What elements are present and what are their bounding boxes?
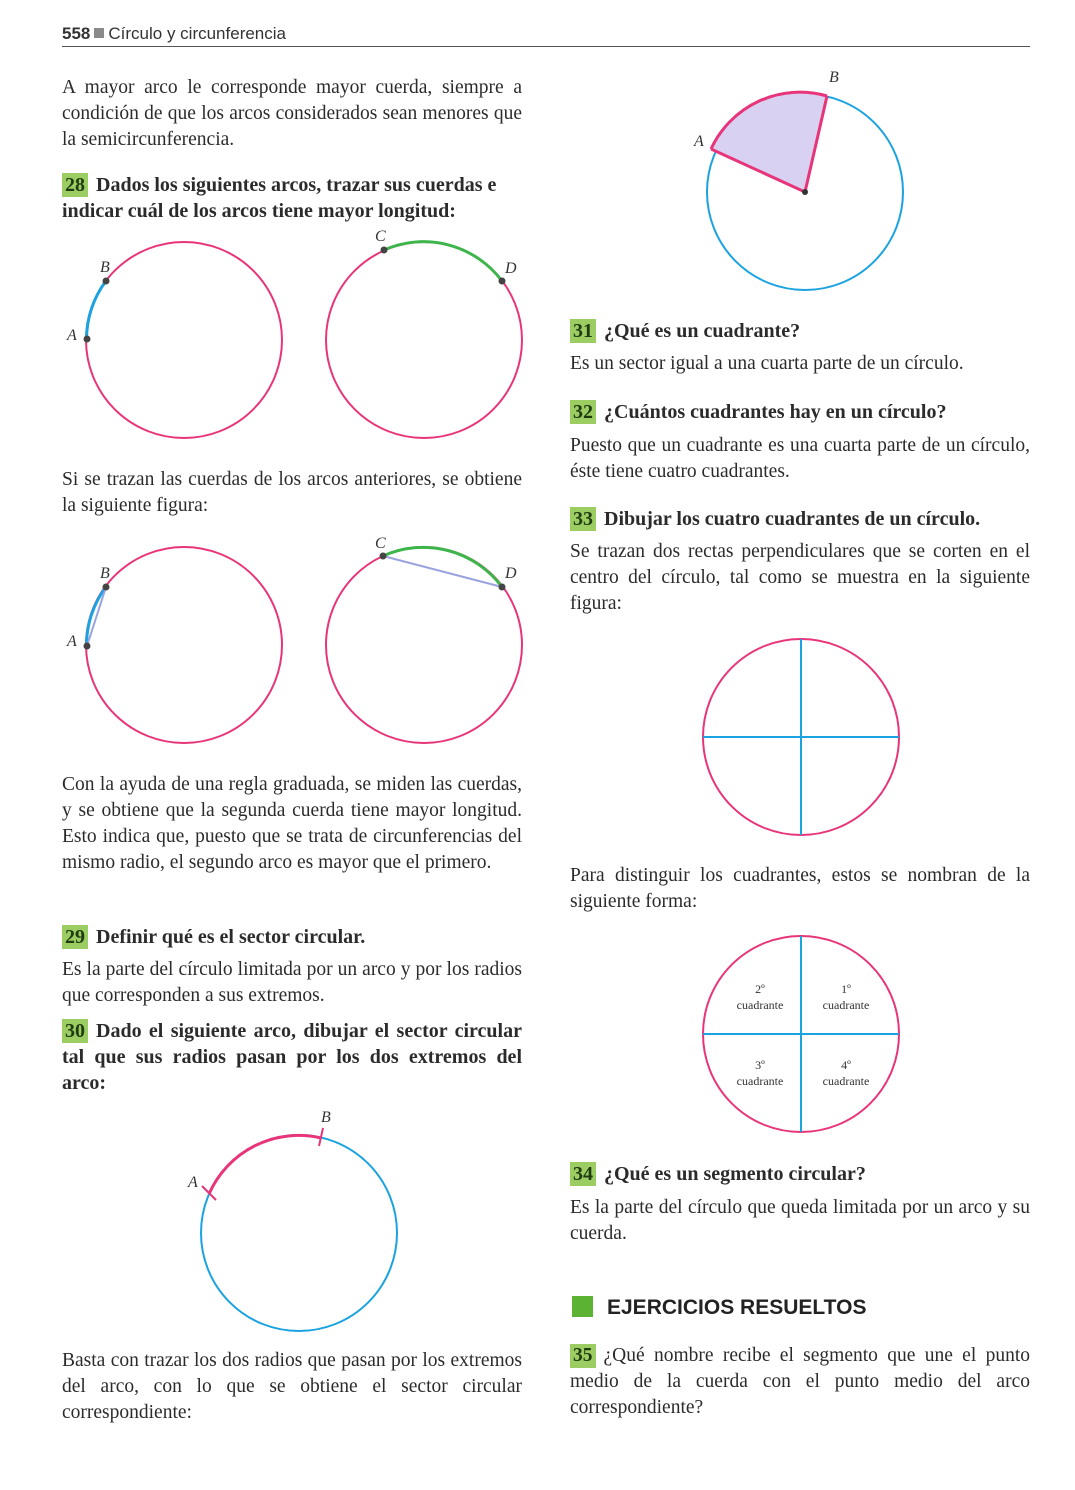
- label-a: A: [67, 633, 77, 650]
- label-c: C: [375, 535, 386, 552]
- label-b: B: [321, 1109, 331, 1126]
- question-29: [62, 924, 522, 950]
- arc-cd: [384, 242, 502, 281]
- point-b: [103, 584, 110, 591]
- answer-34: Es la parte del círculo que queda limitada por un arco y su cuerda.: [570, 1197, 1030, 1244]
- quadrant-4-word: cuadrante: [822, 1074, 870, 1088]
- label-b: B: [829, 69, 839, 86]
- quadrant-2-word: cuadrante: [736, 998, 784, 1012]
- circle-left: [86, 547, 282, 743]
- chords-paragraph: Si se trazan las cuerdas de los arcos anteriores, se obtiene la siguiente figura:: [62, 469, 522, 516]
- question-text: ¿Cuántos cuadrantes hay en un círculo?: [604, 401, 947, 423]
- figure-sector: [680, 60, 920, 300]
- quadrant-3-word: cuadrante: [736, 1074, 784, 1088]
- figure-arc-ab: [180, 1100, 410, 1340]
- question-number: 35: [570, 1344, 596, 1368]
- question-number: 32: [570, 400, 596, 424]
- answer-33: Se trazan dos rectas perpendiculares que se corten en el centro del círculo, tal como se muestra en la siguiente figura:: [570, 541, 1030, 614]
- arc-ab: [209, 1135, 321, 1194]
- circle-left: [86, 242, 282, 438]
- answer-30: Basta con trazar los dos radios que pasan por los extremos del arco, con lo que se obtiene el sector circular correspondiente:: [62, 1350, 522, 1423]
- question-text: Dados los siguientes arcos, trazar sus cuerdas e indicar cuál de los arcos tiene mayor longitud:: [62, 174, 497, 222]
- question-30: [62, 1018, 522, 1096]
- label-c: C: [375, 228, 386, 245]
- point-a: [84, 336, 91, 343]
- ruler-paragraph: Con la ayuda de una regla graduada, se miden las cuerdas, y se obtiene que la segunda cuerda tiene mayor longitud. Esto indica que, puesto que se trata de circunferencias del mismo radio, el segundo arco es mayor que el primero.: [62, 774, 522, 873]
- question-number: 33: [570, 507, 596, 531]
- question-32: [570, 399, 1030, 425]
- quadrant-1-ordinal: 1º: [841, 982, 851, 996]
- label-b: B: [100, 259, 110, 276]
- section-heading: [572, 1296, 866, 1320]
- question-28: [62, 172, 522, 224]
- label-d: D: [505, 565, 517, 582]
- quadrant-4-ordinal: 4º: [841, 1058, 851, 1072]
- question-text: ¿Qué nombre recibe el segmento que une el punto medio de la cuerda con el punto medio del arco correspondiente?: [570, 1345, 1030, 1418]
- figure-quadrants: [695, 630, 910, 845]
- label-d: D: [505, 260, 517, 277]
- answer-29: Es la parte del círculo limitada por un arco y por los radios que corresponden a sus extremos.: [62, 959, 522, 1006]
- page-number: 558: [62, 24, 91, 43]
- point-d: [499, 584, 506, 591]
- label-a: A: [188, 1174, 198, 1191]
- point-c: [380, 553, 387, 560]
- figure-chords: [60, 530, 530, 755]
- names-paragraph: Para distinguir los cuadrantes, estos se nombran de la siguiente forma:: [570, 865, 1030, 912]
- figure-named-quadrants: [695, 928, 910, 1143]
- answer-31: Es un sector igual a una cuarta parte de un círculo.: [570, 353, 964, 374]
- center-point: [802, 189, 808, 195]
- question-text: ¿Qué es un cuadrante?: [604, 320, 801, 342]
- question-number: 34: [570, 1162, 596, 1186]
- question-34: [570, 1161, 1030, 1187]
- page-header: [62, 24, 1030, 47]
- question-text: ¿Qué es un segmento circular?: [604, 1163, 866, 1185]
- question-number: 28: [62, 173, 88, 197]
- question-text: Dado el siguiente arco, dibujar el sector circular tal que sus radios pasan por los dos extremos del arco:: [62, 1020, 522, 1094]
- point-d: [499, 278, 506, 285]
- intro-paragraph: A mayor arco le corresponde mayor cuerda, siempre a condición de que los arcos considerados sean menores que la semicircunferencia.: [62, 77, 522, 150]
- question-31: [570, 318, 1030, 344]
- section-title: EJERCICIOS RESUELTOS: [607, 1296, 867, 1319]
- question-text: Dibujar los cuatro cuadrantes de un círculo.: [604, 508, 981, 530]
- arc-cd: [383, 547, 502, 587]
- quadrant-3-ordinal: 3º: [755, 1058, 765, 1072]
- label-b: B: [100, 565, 110, 582]
- point-a: [84, 643, 91, 650]
- question-number: 30: [62, 1019, 88, 1043]
- answer-32: Puesto que un cuadrante es una cuarta parte de un círculo, éste tiene cuatro cuadrantes.: [570, 435, 1030, 482]
- label-a: A: [67, 327, 77, 344]
- chord-cd: [383, 556, 502, 587]
- question-number: 31: [570, 319, 596, 343]
- label-a: A: [694, 133, 704, 150]
- chapter-title: Círculo y circunferencia: [108, 24, 286, 43]
- question-text: Definir qué es el sector circular.: [96, 926, 366, 948]
- point-b: [103, 278, 110, 285]
- tick-a: [202, 1186, 216, 1200]
- quadrant-1-word: cuadrante: [822, 998, 870, 1012]
- section-square-icon: [572, 1296, 593, 1317]
- question-35: [570, 1343, 1030, 1421]
- arc-ab: [87, 281, 106, 339]
- question-number: 29: [62, 925, 88, 949]
- header-square-icon: [94, 28, 104, 38]
- question-33: [570, 506, 1030, 532]
- figure-arcs: [60, 222, 530, 447]
- point-c: [381, 247, 388, 254]
- quadrant-2-ordinal: 2º: [755, 982, 765, 996]
